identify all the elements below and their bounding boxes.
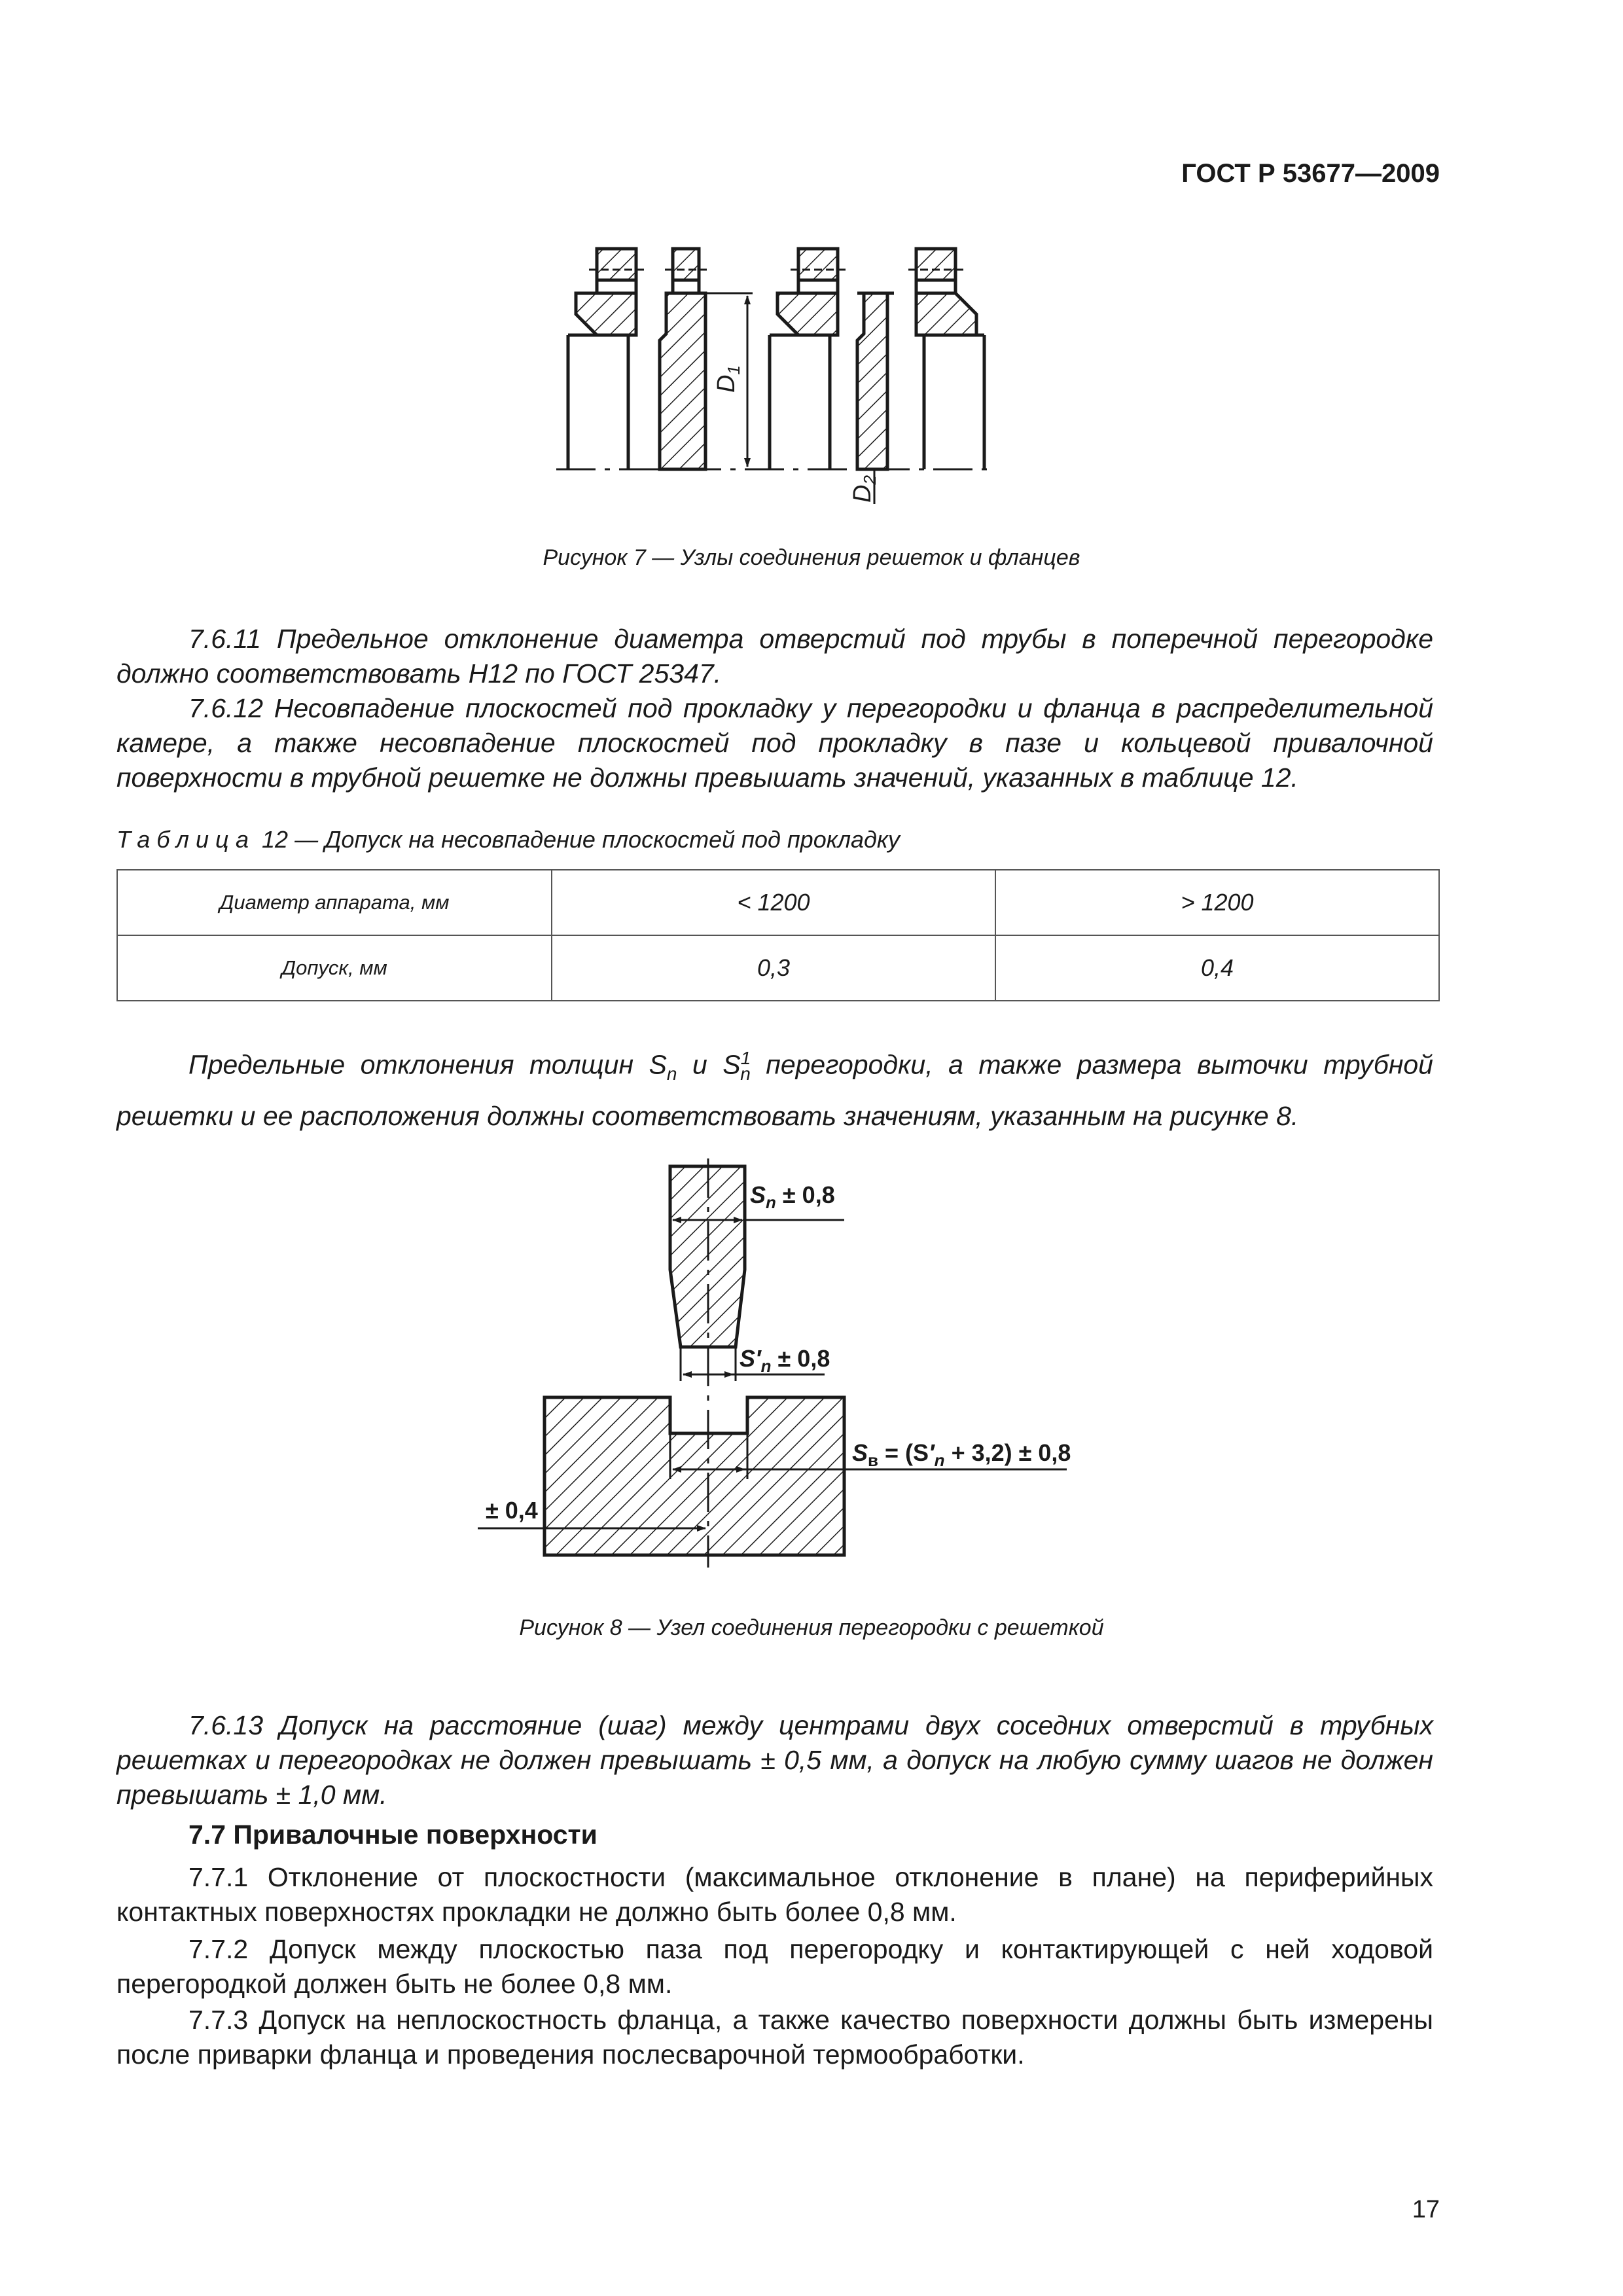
flange-middle xyxy=(770,249,846,469)
paragraph-7-7-3: 7.7.3 Допуск на неплоскостность фланца, а также качество поверхности должны быть измерены после приварки фланца и проведения послесварочной термообработки. xyxy=(116,2005,1433,2070)
table-cell: 0,4 xyxy=(995,935,1439,1001)
paragraph-7-6-13: 7.6.13 Допуск на расстояние (шаг) между центрами двух соседних отверстий в трубных решетках и перегородках не должен превышать ± 0,5 мм, а допуск на любую сумму шагов не должен превышать ± 1,0 мм. xyxy=(116,1710,1433,1810)
table-row xyxy=(117,935,1439,1001)
section-heading-7-7: 7.7 Привалочные поверхности xyxy=(188,1820,597,1850)
d1-label: $D_1$ xyxy=(713,365,743,393)
paragraph-7-6-12: 7.6.12 Несовпадение плоскостей под прокладку у перегородки и фланца в распределительной камере, а также несовпадение плоскостей под прокладку в пазе и кольцевой привалочной поверхности в трубной решетке не должны превышать значений, указанных в таблице 12. xyxy=(116,693,1433,793)
paragraph-7-7-1: 7.7.1 Отклонение от плоскостности (максимальное отклонение в плане) на периферийных контактных поверхностях прокладки не должно быть более 0,8 мм. xyxy=(116,1862,1433,1927)
d2-label: $D_2$ xyxy=(849,475,880,503)
paragraph-thickness-limits: Предельные отклонения толщин $S_n$ и $S^1_n$ перегородки, а также размера выточки трубной решетки и ее расположения должны соответствовать значениям, указанным на рисунке 8. xyxy=(116,1048,1433,1131)
paragraph-7-7-2: 7.7.2 Допуск между плоскостью паза под перегородку и контактирующей с ней ходовой перегородкой должен быть не более 0,8 мм. xyxy=(116,1934,1433,1999)
table-row xyxy=(117,870,1439,935)
snp-label: $S'_n \pm 0,8$ xyxy=(740,1345,830,1376)
page-number: 17 xyxy=(1412,2196,1440,2223)
partition-right xyxy=(857,293,894,469)
figure-7-drawing xyxy=(556,249,995,504)
table-cell: < 1200 xyxy=(552,870,995,935)
sb-label: $S_в = (S'_n + 3,2) \pm 0,8$ xyxy=(852,1439,1071,1470)
position-tolerance-label: ± 0,4 xyxy=(486,1497,538,1524)
tube-sheet xyxy=(544,1397,844,1555)
sn-label: $S_n \pm 0,8$ xyxy=(750,1181,835,1212)
table-cell: 0,3 xyxy=(552,935,995,1001)
table-12-caption xyxy=(116,826,900,853)
table-cell: Допуск, мм xyxy=(117,935,552,1001)
figure-8-caption: Рисунок 8 — Узел соединения перегородки с решеткой xyxy=(519,1615,1104,1640)
table-cell: > 1200 xyxy=(995,870,1439,935)
partition-left xyxy=(660,249,707,469)
document-header: ГОСТ Р 53677—2009 xyxy=(1181,159,1440,188)
paragraph-7-6-11: 7.6.11 Предельное отклонение диаметра отверстий под трубы в поперечной перегородке должно соответствовать Н12 по ГОСТ 25347. xyxy=(116,624,1433,689)
table-12 xyxy=(116,869,1440,1001)
table-caption-text: 12 — Допуск на несовпадение плоскостей под прокладку xyxy=(262,826,900,853)
table-caption-word: Таблица xyxy=(116,826,256,853)
figure-7-caption: Рисунок 7 — Узлы соединения решеток и фланцев xyxy=(543,545,1080,570)
flange-left xyxy=(568,249,644,469)
flange-right xyxy=(908,249,984,469)
table-cell: Диаметр аппарата, мм xyxy=(117,870,552,935)
